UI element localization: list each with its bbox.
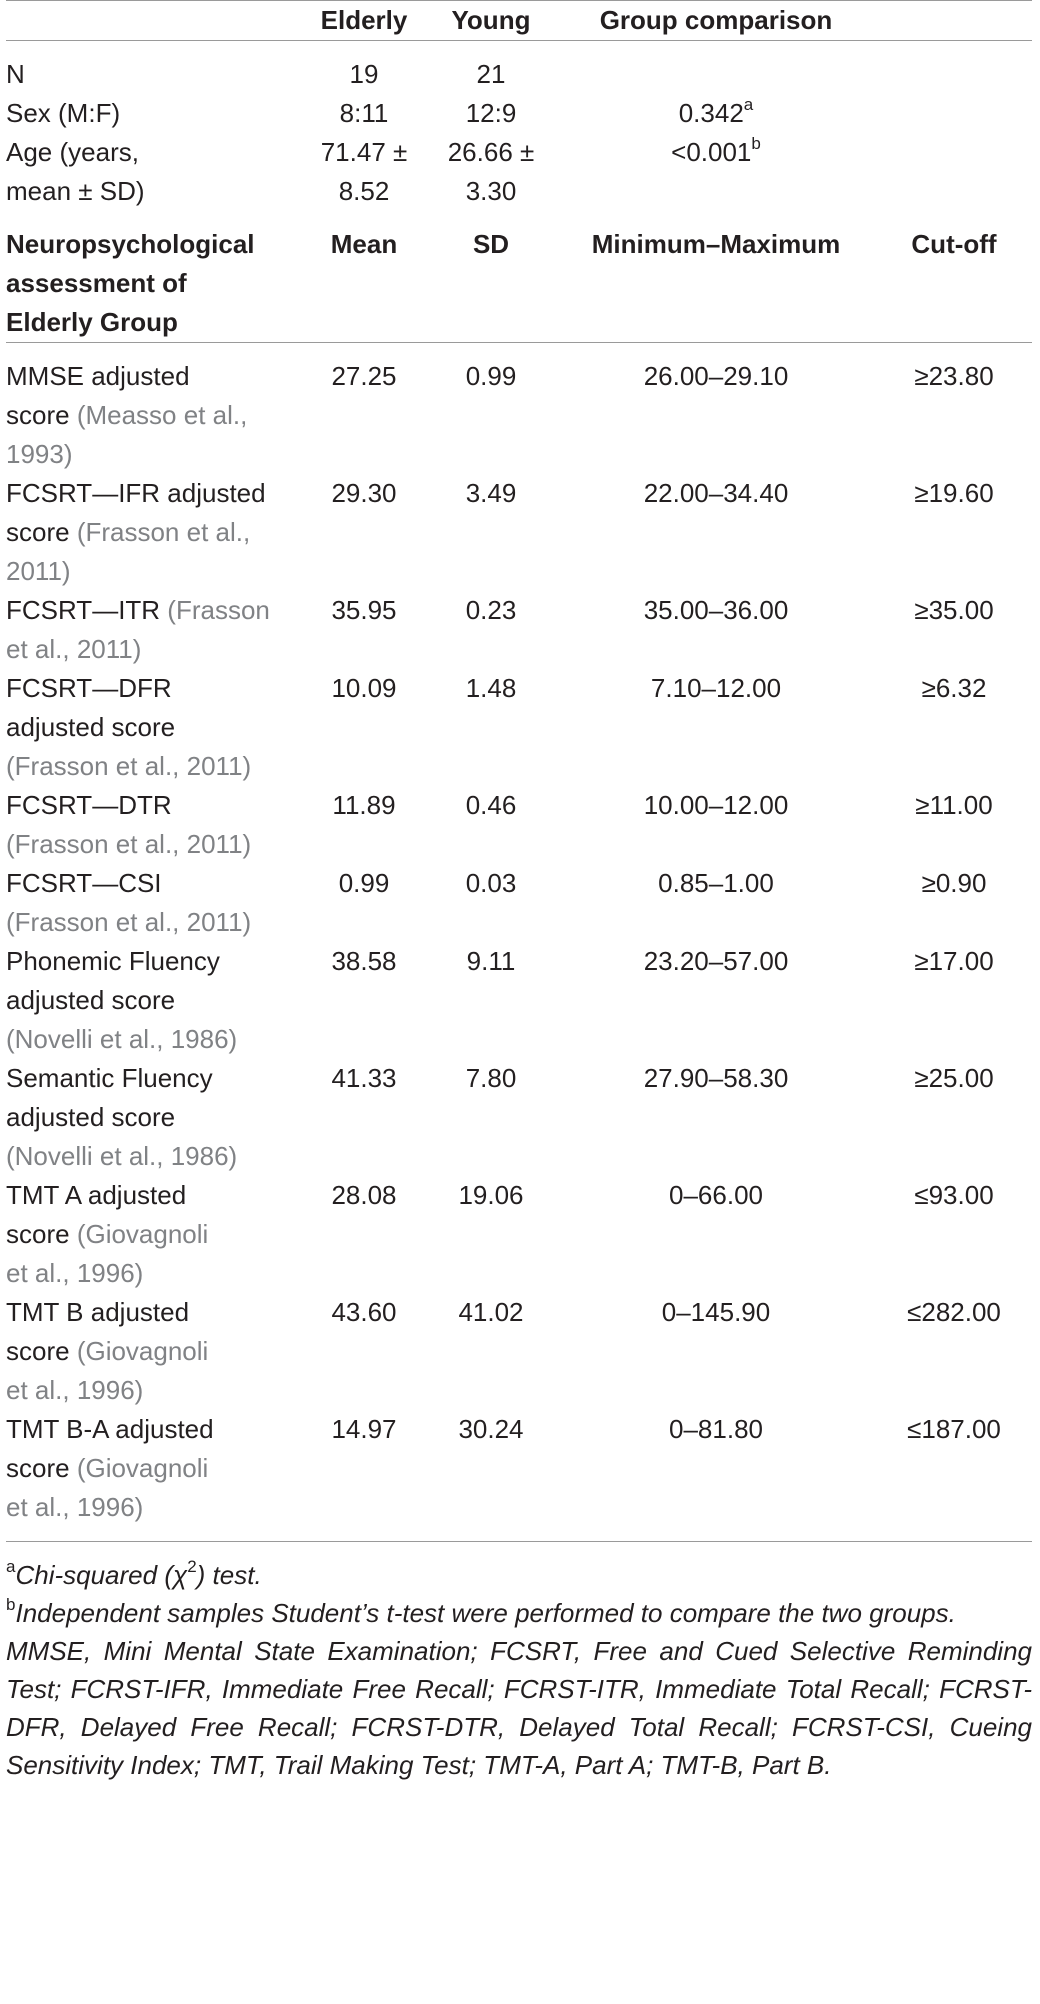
mean-value: 14.97: [331, 1414, 397, 1444]
cutoff-value: ≤187.00: [907, 1414, 1001, 1444]
citation-text: et al., 1996): [6, 1492, 144, 1522]
footnote-a: [6, 1556, 1032, 1594]
header-line: assessment of: [6, 268, 187, 298]
row-label: [6, 474, 302, 591]
sd-value: 19.06: [458, 1180, 524, 1210]
citation-text: (Frasson: [167, 595, 270, 625]
row-label: [6, 591, 302, 669]
row-label: [6, 343, 302, 475]
citation-text: (Giovagnoli: [76, 1453, 209, 1483]
citation-text: et al., 1996): [6, 1258, 144, 1288]
row-label: [6, 942, 302, 1059]
table-row: [6, 942, 1032, 1059]
abbreviations-note: MMSE, Mini Mental State Examination; FCSRT, Free and Cued Selective Reminding Test; FCRST-IFR, Immediate Free Recall; FCRST-ITR, Immediate Total Recall; FCRST-DFR, Delayed Free Recall; FCRST-DTR, Delayed Total Recall; FCRST-CSI, Cueing Sensitivity Index; TMT, Trail Making Test; TMT-A, Part A; TMT-B, Part B.: [6, 1636, 1032, 1780]
demographics-header-blank: [6, 1, 302, 41]
mean-value: 35.95: [331, 595, 397, 625]
mean-value: 29.30: [331, 478, 397, 508]
elderly-value: 8:11: [339, 98, 389, 128]
cutoff-value: ≥25.00: [914, 1063, 994, 1093]
young-value: [426, 133, 556, 225]
min-max-value: 10.00–12.00: [643, 790, 789, 820]
header-line: Neuropsychological: [6, 229, 255, 259]
row-label-text: adjusted score: [6, 1102, 176, 1132]
min-max-value: 23.20–57.00: [643, 946, 789, 976]
citation-text: 1993): [6, 439, 73, 469]
row-label: [6, 786, 302, 864]
sd-value: 0.23: [465, 595, 517, 625]
table-row: [6, 343, 1032, 475]
table-page: [6, 0, 1032, 1784]
row-label-text: TMT B adjusted: [6, 1297, 190, 1327]
header-line: Elderly Group: [6, 307, 178, 337]
citation-text: 2011): [6, 556, 71, 586]
row-label-text: FCSRT—ITR: [6, 595, 168, 625]
citation-text: et al., 2011): [6, 634, 142, 664]
mean-value: 10.09: [331, 673, 397, 703]
min-max-value: 0.85–1.00: [658, 868, 774, 898]
chi-squared-exponent: 2: [187, 1557, 197, 1577]
header-cutoff: Cut-off: [911, 229, 997, 259]
sd-value: 0.03: [465, 868, 517, 898]
sd-value: 7.80: [465, 1063, 517, 1093]
citation-text: (Frasson et al., 2011): [6, 907, 252, 937]
young-value: 12:9: [465, 98, 517, 128]
footnote-b-marker: b: [6, 1595, 16, 1615]
row-label-text: adjusted score: [6, 985, 176, 1015]
table-row: [6, 1410, 1032, 1541]
cutoff-value: ≥11.00: [915, 790, 993, 820]
table-row: [6, 1059, 1032, 1176]
header-neuropsych-assessment: [6, 225, 302, 343]
row-label-text: MMSE adjusted: [6, 361, 190, 391]
table-row: [6, 1176, 1032, 1293]
mean-value: 41.33: [331, 1063, 397, 1093]
mean-value: 0.99: [338, 868, 390, 898]
row-label-text: TMT A adjusted: [6, 1180, 187, 1210]
header-group-comparison: Group comparison: [599, 5, 833, 35]
footnote-b-text: Independent samples Student’s t-test were performed to compare the two groups.: [15, 1598, 956, 1628]
header-spacer: [876, 1, 1032, 41]
footnote-a-text-end: ) test.: [196, 1560, 262, 1590]
table-row: [6, 133, 1032, 225]
citation-text: (Giovagnoli: [76, 1219, 209, 1249]
row-label-text: score: [6, 1336, 77, 1366]
row-label: Sex (M:F): [6, 98, 121, 128]
citation-text: (Measso et al.,: [76, 400, 248, 430]
row-label: [6, 1176, 302, 1293]
header-elderly: Elderly: [320, 5, 408, 35]
row-label-text: score: [6, 1219, 77, 1249]
citation-text: et al., 1996): [6, 1375, 144, 1405]
value-line: 3.30: [465, 176, 517, 206]
cutoff-value: ≥0.90: [921, 868, 987, 898]
footnote-marker: a: [743, 95, 754, 115]
cutoff-value: ≤93.00: [914, 1180, 994, 1210]
row-label: [6, 1410, 302, 1541]
empty-cell: [876, 94, 1032, 133]
min-max-value: 22.00–34.40: [643, 478, 789, 508]
table-row: [6, 786, 1032, 864]
citation-text: (Novelli et al., 1986): [6, 1024, 238, 1054]
comparison-value: [556, 41, 876, 95]
row-label-text: score: [6, 1453, 77, 1483]
assessment-header-row: [6, 225, 1032, 343]
row-label-text: Semantic Fluency: [6, 1063, 213, 1093]
table-row: [6, 41, 1032, 95]
sd-value: 1.48: [465, 673, 517, 703]
row-label-line: mean ± SD): [6, 176, 145, 206]
cutoff-value: ≤282.00: [907, 1297, 1001, 1327]
footnote-b: [6, 1594, 1032, 1632]
row-label-text: TMT B-A adjusted: [6, 1414, 214, 1444]
row-label: [6, 1059, 302, 1176]
citation-text: (Giovagnoli: [76, 1336, 209, 1366]
citation-text: (Novelli et al., 1986): [6, 1141, 238, 1171]
row-label-text: Phonemic Fluency: [6, 946, 220, 976]
citation-text: (Frasson et al., 2011): [6, 751, 252, 781]
cutoff-value: ≥6.32: [921, 673, 987, 703]
sd-value: 30.24: [458, 1414, 524, 1444]
row-label-text: score: [6, 400, 77, 430]
row-label: [6, 864, 302, 942]
row-label-text: adjusted score: [6, 712, 176, 742]
row-label: [6, 669, 302, 786]
footnote-a-marker: a: [6, 1557, 16, 1577]
citation-text: (Frasson et al.,: [76, 517, 251, 547]
row-label-text: FCSRT—CSI: [6, 868, 162, 898]
empty-cell: [876, 41, 1032, 95]
table-row: [6, 474, 1032, 591]
header-min-max: Minimum–Maximum: [591, 229, 841, 259]
cutoff-value: ≥17.00: [914, 946, 994, 976]
row-label: [6, 133, 302, 225]
comparison-value: [556, 133, 876, 225]
sd-value: 0.99: [426, 343, 556, 475]
citation-text: (Frasson et al., 2011): [6, 829, 252, 859]
demographics-table: [6, 0, 1032, 1541]
footnote-marker: b: [751, 134, 761, 154]
sd-value: 41.02: [458, 1297, 524, 1327]
min-max-value: 0–145.90: [661, 1297, 771, 1327]
demographics-header-row: [6, 1, 1032, 41]
row-label: N: [6, 41, 302, 95]
sd-value: 3.49: [465, 478, 517, 508]
min-max-value: 27.90–58.30: [643, 1063, 789, 1093]
mean-value: 11.89: [332, 790, 396, 820]
young-value: 21: [426, 41, 556, 95]
table-row: [6, 669, 1032, 786]
table-footnotes: [6, 1541, 1032, 1784]
comparison-value: [556, 94, 876, 133]
row-label: [6, 1293, 302, 1410]
min-max-value: 7.10–12.00: [650, 673, 782, 703]
footnote-a-text: Chi-squared (χ: [15, 1560, 188, 1590]
row-label-text: FCSRT—IFR adjusted: [6, 478, 266, 508]
empty-cell: [876, 133, 1032, 225]
cutoff-value: ≥23.80: [876, 343, 1032, 475]
comparison-number: <0.001: [671, 137, 752, 167]
mean-value: 27.25: [302, 343, 426, 475]
header-young: Young: [451, 5, 531, 35]
row-label-text: FCSRT—DFR: [6, 673, 172, 703]
cutoff-value: ≥19.60: [914, 478, 994, 508]
min-max-value: 26.00–29.10: [556, 343, 876, 475]
row-label-text: score: [6, 517, 77, 547]
assessment-body: [6, 343, 1032, 1542]
value-line: 26.66 ±: [447, 137, 535, 167]
mean-value: 43.60: [331, 1297, 397, 1327]
comparison-number: 0.342: [678, 98, 744, 128]
header-sd: SD: [472, 229, 510, 259]
table-row: [6, 864, 1032, 942]
value-line: 8.52: [338, 176, 390, 206]
min-max-value: 0–81.80: [669, 1414, 763, 1444]
row-label-text: FCSRT—DTR: [6, 790, 172, 820]
table-row: [6, 94, 1032, 133]
value-line: 71.47 ±: [320, 137, 408, 167]
elderly-value: [302, 133, 426, 225]
sd-value: 9.11: [466, 946, 516, 976]
table-row: [6, 1293, 1032, 1410]
min-max-value: 35.00–36.00: [643, 595, 789, 625]
elderly-value: 19: [302, 41, 426, 95]
cutoff-value: ≥35.00: [914, 595, 994, 625]
header-mean: Mean: [330, 229, 398, 259]
row-label-line: Age (years,: [6, 137, 139, 167]
min-max-value: 0–66.00: [669, 1180, 763, 1210]
mean-value: 28.08: [331, 1180, 397, 1210]
sd-value: 0.46: [465, 790, 517, 820]
table-row: [6, 591, 1032, 669]
mean-value: 38.58: [331, 946, 397, 976]
